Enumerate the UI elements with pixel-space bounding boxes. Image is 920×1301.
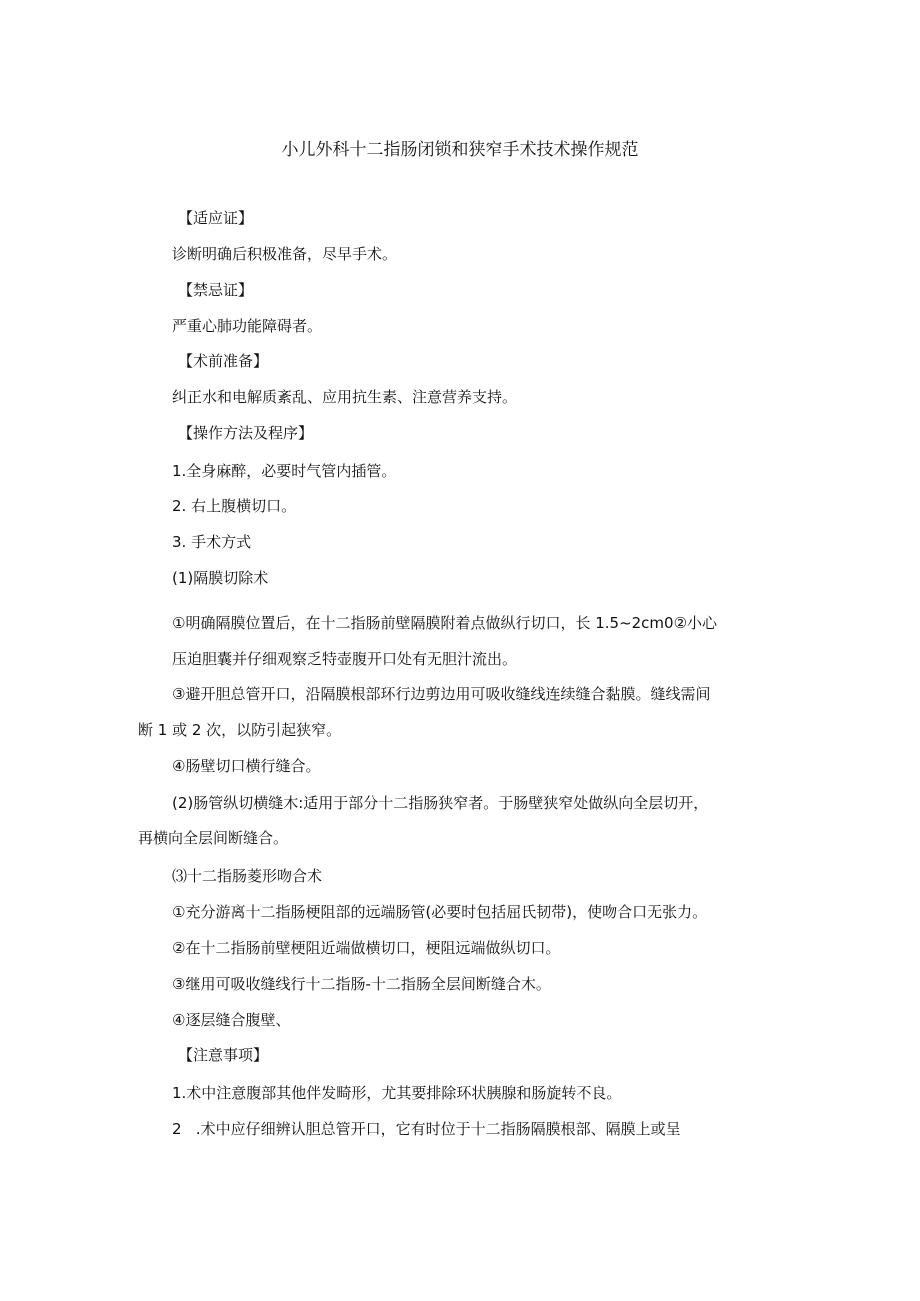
paragraph: 2 .术中应仔细辨认胆总管开口，它有时位于十二指肠隔膜根部、隔膜上或呈 [172, 1120, 681, 1138]
paragraph: ③继用可吸收缝线行十二指肠-十二指肠全层间断缝合木。 [172, 975, 551, 993]
paragraph: 纠正水和电解质紊乱、应用抗生素、注意营养支持。 [172, 388, 518, 406]
paragraph: (2)肠管纵切横缝木:适用于部分十二指肠狭窄者。于肠壁狭窄处做纵向全层切开， [172, 794, 709, 812]
paragraph: ⑶十二指肠菱形吻合术 [172, 867, 323, 885]
section-heading-precautions: 【注意事项】 [178, 1046, 269, 1064]
paragraph: 再横向全层间断缝合。 [138, 829, 289, 847]
section-heading-contraindications: 【禁忌证】 [178, 281, 254, 299]
section-heading-preoperative: 【术前准备】 [178, 352, 269, 370]
paragraph: 3. 手术方式 [172, 533, 252, 551]
paragraph: ①充分游离十二指肠梗阻部的远端肠管(必要时包括屈氏韧带)，使吻合口无张力。 [172, 903, 708, 921]
paragraph: 诊断明确后积极准备，尽早手术。 [172, 245, 398, 263]
section-heading-procedure: 【操作方法及程序】 [178, 424, 314, 442]
paragraph: 压迫胆囊并仔细观察乏特壶腹开口处有无胆汁流出。 [172, 650, 518, 668]
paragraph: ①明确隔膜位置后，在十二指肠前壁隔膜附着点做纵行切口，长 1.5~2cm0②小心 [172, 614, 718, 632]
paragraph: ②在十二指肠前壁梗阻近端做横切口，梗阻远端做纵切口。 [172, 939, 561, 957]
paragraph: ④逐层缝合腹壁、 [172, 1011, 291, 1029]
document-title: 小儿外科十二指肠闭锁和狭窄手术技术操作规范 [281, 140, 639, 160]
paragraph: 严重心肺功能障碍者。 [172, 317, 323, 335]
paragraph: 断 1 或 2 次，以防引起狭窄。 [138, 721, 342, 739]
paragraph: 1.术中注意腹部其他伴发畸形，尤其要排除环状胰腺和肠旋转不良。 [172, 1084, 622, 1102]
paragraph: ③避开胆总管开口，沿隔膜根部环行边剪边用可吸收缝线连续缝合黏膜。缝线需间 [172, 685, 711, 703]
paragraph: (1)隔膜切除术 [172, 569, 269, 587]
paragraph: 2. 右上腹横切口。 [172, 497, 297, 515]
paragraph: ④肠壁切口横行缝合。 [172, 757, 321, 775]
paragraph: 1.全身麻醉，必要时气管内插管。 [172, 462, 397, 480]
section-heading-indications: 【适应证】 [178, 209, 254, 227]
